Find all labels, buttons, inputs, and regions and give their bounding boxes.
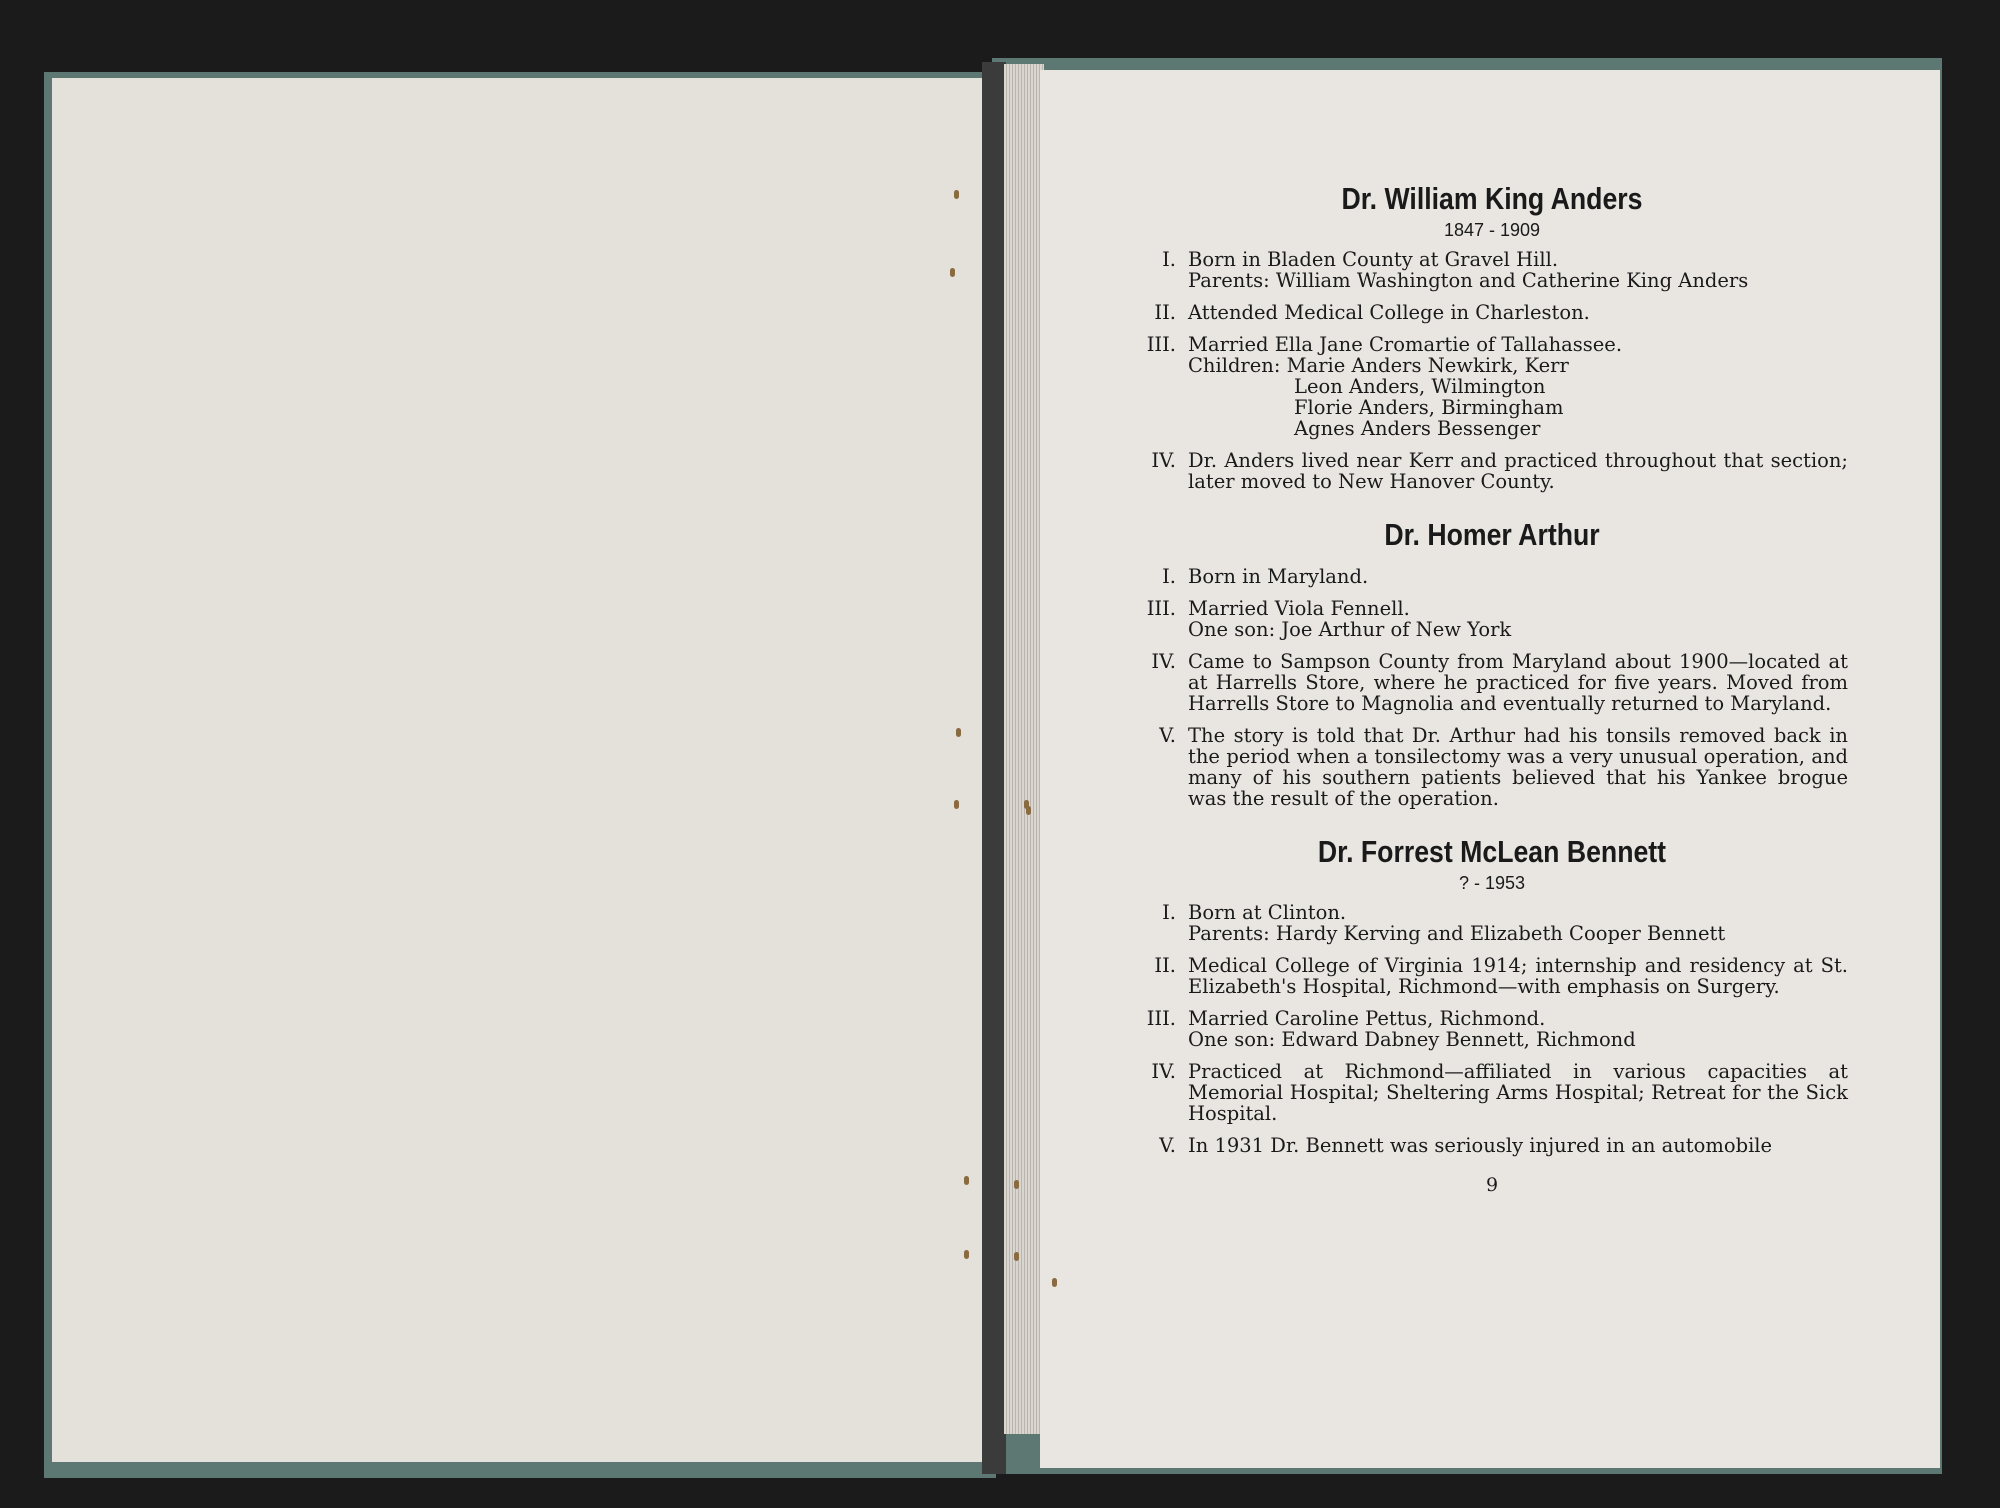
staple-hole [964, 1176, 969, 1185]
child-name: Agnes Anders Bessenger [1294, 417, 1541, 441]
staple-hole [954, 190, 959, 199]
item-text: Married Caroline Pettus, Richmond. [1188, 1007, 1546, 1031]
list-item [1136, 598, 1848, 640]
staple-hole [1052, 1278, 1057, 1287]
page-edges [1004, 64, 1044, 1434]
roman-numeral: III. [1146, 1007, 1176, 1031]
item-text: Medical College of Virginia 1914; internship and residency at St. Elizabeth's Hospital, Richmond—with emphasis on Surgery. [1188, 954, 1848, 999]
roman-numeral: II. [1154, 954, 1176, 978]
item-text: Born at Clinton. [1188, 901, 1347, 925]
biography-section [1136, 835, 1848, 1156]
list-item [1136, 651, 1848, 714]
item-text: Born in Bladen County at Gravel Hill. [1188, 248, 1559, 272]
roman-numeral: I. [1162, 901, 1176, 925]
page-content [1136, 182, 1848, 1196]
roman-numeral: IV. [1151, 650, 1176, 674]
list-item [1136, 902, 1848, 944]
staple-hole [964, 1250, 969, 1259]
section-heading: Dr. Homer Arthur [1384, 517, 1600, 553]
roman-numeral: I. [1162, 565, 1176, 589]
item-text: Born in Maryland. [1188, 565, 1369, 589]
item-text: In 1931 Dr. Bennett was seriously injured in an automobile [1188, 1134, 1773, 1158]
item-text: Dr. Anders lived near Kerr and practiced throughout that section; later moved to New Hanover County. [1188, 449, 1848, 494]
biography-section [1136, 182, 1848, 492]
roman-numeral: V. [1159, 724, 1176, 748]
list-item [1136, 1135, 1848, 1156]
list-item [1136, 302, 1848, 323]
item-text: Practiced at Richmond—affiliated in various capacities at Memorial Hospital; Sheltering Arms Hospital; Retreat for the Sick Hospital. [1188, 1060, 1848, 1126]
list-item [1136, 249, 1848, 291]
roman-numeral: III. [1146, 597, 1176, 621]
roman-numeral: III. [1146, 333, 1176, 357]
staple-hole [950, 268, 955, 277]
item-text: Married Ella Jane Cromartie of Tallahassee. [1188, 333, 1623, 357]
roman-numeral: II. [1154, 301, 1176, 325]
item-text: Children: Marie Anders Newkirk, Kerr [1188, 354, 1569, 378]
show-through-title [52, 624, 988, 658]
item-text: Came to Sampson County from Maryland about 1900—located at at Harrells Store, where he practiced for five years. Moved from Harrells Store to Magnolia and eventually returned to Maryland. [1188, 650, 1848, 716]
list-item [1136, 1061, 1848, 1124]
item-text: One son: Edward Dabney Bennett, Richmond [1188, 1028, 1636, 1052]
book-gutter [982, 62, 1006, 1474]
list-item [1136, 1008, 1848, 1050]
item-text: Parents: Hardy Kerving and Elizabeth Cooper Bennett [1188, 922, 1726, 946]
list-item [1136, 955, 1848, 997]
life-dates: ? - 1953 [1458, 873, 1526, 894]
section-heading: Dr. Forrest McLean Bennett [1317, 834, 1667, 870]
item-text: Parents: William Washington and Catherine King Anders [1188, 269, 1749, 293]
staple-hole [954, 800, 959, 809]
staple-hole [956, 728, 961, 737]
page-number: 9 [1485, 1174, 1499, 1197]
life-dates: 1847 - 1909 [1443, 220, 1541, 241]
child-name: Florie Anders, Birmingham [1294, 396, 1564, 420]
roman-numeral: IV. [1151, 1060, 1176, 1084]
list-item [1136, 566, 1848, 587]
biography-section [1136, 518, 1848, 809]
roman-numeral: IV. [1151, 449, 1176, 473]
staple-hole [1014, 1180, 1019, 1189]
roman-numeral: V. [1159, 1134, 1176, 1158]
left-page [52, 78, 988, 1462]
list-item [1136, 334, 1848, 439]
item-text: Attended Medical College in Charleston. [1188, 301, 1590, 325]
staple-hole [1014, 1252, 1019, 1261]
item-text: One son: Joe Arthur of New York [1188, 618, 1512, 642]
child-name: Leon Anders, Wilmington [1294, 375, 1546, 399]
roman-numeral: I. [1162, 248, 1176, 272]
list-item [1136, 725, 1848, 809]
item-text: Married Viola Fennell. [1188, 597, 1410, 621]
item-text: The story is told that Dr. Arthur had his tonsils removed back in the period when a tonsilectomy was a very unusual operation, and many of his southern patients believed that his Yankee brogue was the result of the operation. [1188, 724, 1848, 811]
section-heading: Dr. William King Anders [1341, 181, 1643, 216]
staple-hole [1026, 806, 1031, 815]
list-item [1136, 450, 1848, 492]
